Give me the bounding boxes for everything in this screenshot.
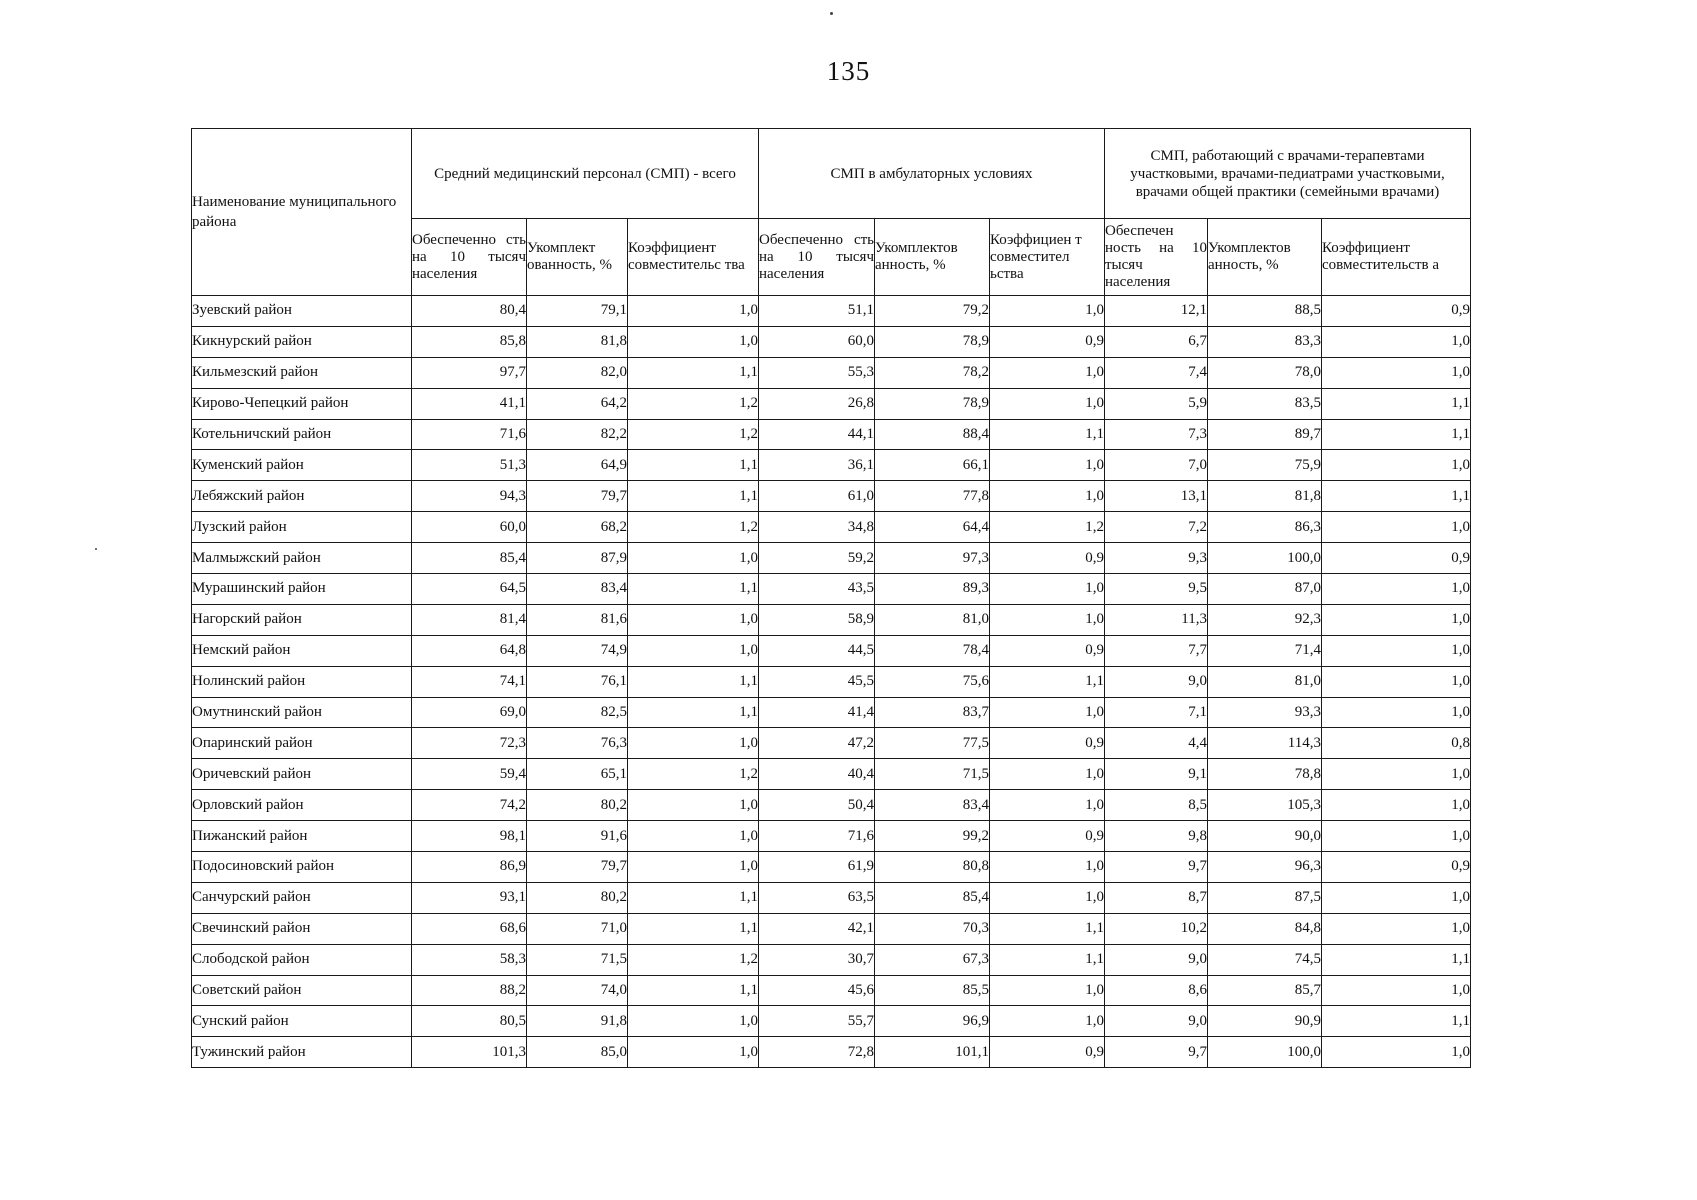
table-row bbox=[192, 604, 1471, 635]
value-cell: 59,4 bbox=[412, 759, 527, 790]
value-cell: 71,0 bbox=[527, 913, 628, 944]
table-row bbox=[192, 450, 1471, 481]
value-cell: 1,0 bbox=[628, 852, 759, 883]
value-cell: 74,9 bbox=[527, 635, 628, 666]
value-cell: 90,9 bbox=[1208, 1006, 1322, 1037]
table-row bbox=[192, 975, 1471, 1006]
value-cell: 30,7 bbox=[759, 944, 875, 975]
district-name-cell: Малмыжский район bbox=[192, 543, 412, 574]
value-cell: 1,0 bbox=[1322, 512, 1471, 543]
value-cell: 83,5 bbox=[1208, 388, 1322, 419]
value-cell: 93,1 bbox=[412, 882, 527, 913]
value-cell: 1,0 bbox=[628, 326, 759, 357]
header-provision: Обеспечен ность на 10 тысяч населения bbox=[1105, 219, 1208, 296]
value-cell: 89,7 bbox=[1208, 419, 1322, 450]
value-cell: 43,5 bbox=[759, 574, 875, 605]
value-cell: 1,2 bbox=[628, 759, 759, 790]
district-name-cell: Оричевский район bbox=[192, 759, 412, 790]
value-cell: 0,9 bbox=[990, 635, 1105, 666]
value-cell: 1,0 bbox=[1322, 635, 1471, 666]
value-cell: 1,0 bbox=[1322, 574, 1471, 605]
district-name-cell: Пижанский район bbox=[192, 821, 412, 852]
value-cell: 1,1 bbox=[990, 419, 1105, 450]
value-cell: 60,0 bbox=[759, 326, 875, 357]
value-cell: 1,0 bbox=[990, 296, 1105, 327]
value-cell: 83,7 bbox=[875, 697, 990, 728]
value-cell: 78,0 bbox=[1208, 357, 1322, 388]
value-cell: 47,2 bbox=[759, 728, 875, 759]
value-cell: 5,9 bbox=[1105, 388, 1208, 419]
value-cell: 1,0 bbox=[1322, 326, 1471, 357]
value-cell: 6,7 bbox=[1105, 326, 1208, 357]
value-cell: 80,8 bbox=[875, 852, 990, 883]
value-cell: 1,0 bbox=[628, 790, 759, 821]
value-cell: 88,2 bbox=[412, 975, 527, 1006]
value-cell: 86,9 bbox=[412, 852, 527, 883]
value-cell: 11,3 bbox=[1105, 604, 1208, 635]
value-cell: 105,3 bbox=[1208, 790, 1322, 821]
value-cell: 1,1 bbox=[990, 944, 1105, 975]
table-row bbox=[192, 1037, 1471, 1068]
value-cell: 100,0 bbox=[1208, 1037, 1322, 1068]
header-coefficient: Коэффициен т совместител ьства bbox=[990, 219, 1105, 296]
value-cell: 0,9 bbox=[990, 1037, 1105, 1068]
header-group-with-doctors: СМП, работающий с врачами-терапевтами участковыми, врачами-педиатрами участковыми, врачами общей практики (семейными врачами) bbox=[1105, 129, 1471, 219]
value-cell: 80,2 bbox=[527, 882, 628, 913]
value-cell: 64,8 bbox=[412, 635, 527, 666]
value-cell: 79,2 bbox=[875, 296, 990, 327]
district-name-cell: Советский район bbox=[192, 975, 412, 1006]
value-cell: 9,3 bbox=[1105, 543, 1208, 574]
district-name-cell: Кикнурский район bbox=[192, 326, 412, 357]
value-cell: 1,1 bbox=[990, 913, 1105, 944]
value-cell: 65,1 bbox=[527, 759, 628, 790]
value-cell: 71,6 bbox=[759, 821, 875, 852]
value-cell: 1,0 bbox=[990, 852, 1105, 883]
value-cell: 77,8 bbox=[875, 481, 990, 512]
value-cell: 7,2 bbox=[1105, 512, 1208, 543]
value-cell: 78,9 bbox=[875, 388, 990, 419]
value-cell: 83,4 bbox=[875, 790, 990, 821]
value-cell: 1,0 bbox=[990, 1006, 1105, 1037]
header-group-total: Средний медицинский персонал (СМП) - всего bbox=[412, 129, 759, 219]
value-cell: 88,5 bbox=[1208, 296, 1322, 327]
district-name-cell: Санчурский район bbox=[192, 882, 412, 913]
table-row bbox=[192, 759, 1471, 790]
district-name-cell: Кирово-Чепецкий район bbox=[192, 388, 412, 419]
value-cell: 69,0 bbox=[412, 697, 527, 728]
value-cell: 83,4 bbox=[527, 574, 628, 605]
value-cell: 9,8 bbox=[1105, 821, 1208, 852]
value-cell: 1,0 bbox=[1322, 975, 1471, 1006]
value-cell: 9,0 bbox=[1105, 944, 1208, 975]
district-name-cell: Куменский район bbox=[192, 450, 412, 481]
value-cell: 51,3 bbox=[412, 450, 527, 481]
district-name-cell: Немский район bbox=[192, 635, 412, 666]
value-cell: 68,2 bbox=[527, 512, 628, 543]
district-name-cell: Зуевский район bbox=[192, 296, 412, 327]
value-cell: 1,0 bbox=[990, 975, 1105, 1006]
value-cell: 63,5 bbox=[759, 882, 875, 913]
value-cell: 55,7 bbox=[759, 1006, 875, 1037]
value-cell: 1,0 bbox=[1322, 759, 1471, 790]
header-staffing: Укомплект ованность, % bbox=[527, 219, 628, 296]
value-cell: 40,4 bbox=[759, 759, 875, 790]
value-cell: 80,5 bbox=[412, 1006, 527, 1037]
value-cell: 1,0 bbox=[628, 635, 759, 666]
value-cell: 71,5 bbox=[527, 944, 628, 975]
value-cell: 64,9 bbox=[527, 450, 628, 481]
value-cell: 8,7 bbox=[1105, 882, 1208, 913]
value-cell: 26,8 bbox=[759, 388, 875, 419]
value-cell: 1,1 bbox=[1322, 944, 1471, 975]
page-number: 135 bbox=[826, 56, 871, 86]
table-row bbox=[192, 882, 1471, 913]
value-cell: 59,2 bbox=[759, 543, 875, 574]
value-cell: 71,5 bbox=[875, 759, 990, 790]
value-cell: 41,4 bbox=[759, 697, 875, 728]
value-cell: 1,0 bbox=[990, 388, 1105, 419]
table-row bbox=[192, 944, 1471, 975]
value-cell: 82,5 bbox=[527, 697, 628, 728]
value-cell: 66,1 bbox=[875, 450, 990, 481]
value-cell: 9,7 bbox=[1105, 1037, 1208, 1068]
value-cell: 44,5 bbox=[759, 635, 875, 666]
value-cell: 0,9 bbox=[990, 543, 1105, 574]
value-cell: 1,0 bbox=[990, 697, 1105, 728]
value-cell: 1,2 bbox=[990, 512, 1105, 543]
header-provision: Обеспеченно сть на 10 тысяч населения bbox=[759, 219, 875, 296]
value-cell: 7,7 bbox=[1105, 635, 1208, 666]
value-cell: 55,3 bbox=[759, 357, 875, 388]
value-cell: 1,2 bbox=[628, 388, 759, 419]
value-cell: 74,5 bbox=[1208, 944, 1322, 975]
district-name-cell: Опаринский район bbox=[192, 728, 412, 759]
district-name-cell: Мурашинский район bbox=[192, 574, 412, 605]
value-cell: 61,0 bbox=[759, 481, 875, 512]
value-cell: 91,8 bbox=[527, 1006, 628, 1037]
value-cell: 1,1 bbox=[628, 975, 759, 1006]
value-cell: 1,0 bbox=[1322, 790, 1471, 821]
value-cell: 78,8 bbox=[1208, 759, 1322, 790]
table-row bbox=[192, 388, 1471, 419]
value-cell: 9,5 bbox=[1105, 574, 1208, 605]
table-row bbox=[192, 913, 1471, 944]
table-row bbox=[192, 419, 1471, 450]
value-cell: 1,0 bbox=[1322, 450, 1471, 481]
value-cell: 50,4 bbox=[759, 790, 875, 821]
value-cell: 1,0 bbox=[1322, 821, 1471, 852]
district-name-cell: Кильмезский район bbox=[192, 357, 412, 388]
value-cell: 97,3 bbox=[875, 543, 990, 574]
value-cell: 1,0 bbox=[628, 1037, 759, 1068]
value-cell: 76,3 bbox=[527, 728, 628, 759]
table-row bbox=[192, 697, 1471, 728]
value-cell: 1,1 bbox=[628, 574, 759, 605]
value-cell: 1,1 bbox=[1322, 419, 1471, 450]
value-cell: 1,0 bbox=[1322, 357, 1471, 388]
value-cell: 75,9 bbox=[1208, 450, 1322, 481]
value-cell: 0,9 bbox=[990, 326, 1105, 357]
value-cell: 0,9 bbox=[990, 728, 1105, 759]
value-cell: 92,3 bbox=[1208, 604, 1322, 635]
value-cell: 0,9 bbox=[1322, 852, 1471, 883]
header-staffing: Укомплектов анность, % bbox=[1208, 219, 1322, 296]
value-cell: 1,0 bbox=[628, 296, 759, 327]
value-cell: 96,9 bbox=[875, 1006, 990, 1037]
value-cell: 41,1 bbox=[412, 388, 527, 419]
district-name-cell: Нагорский район bbox=[192, 604, 412, 635]
table-row bbox=[192, 326, 1471, 357]
table-row bbox=[192, 296, 1471, 327]
value-cell: 34,8 bbox=[759, 512, 875, 543]
value-cell: 64,2 bbox=[527, 388, 628, 419]
value-cell: 74,0 bbox=[527, 975, 628, 1006]
header-provision: Обеспеченно сть на 10 тысяч населения bbox=[412, 219, 527, 296]
value-cell: 61,9 bbox=[759, 852, 875, 883]
value-cell: 81,8 bbox=[527, 326, 628, 357]
value-cell: 0,9 bbox=[990, 821, 1105, 852]
district-name-cell: Омутнинский район bbox=[192, 697, 412, 728]
value-cell: 75,6 bbox=[875, 666, 990, 697]
value-cell: 67,3 bbox=[875, 944, 990, 975]
value-cell: 45,5 bbox=[759, 666, 875, 697]
value-cell: 9,7 bbox=[1105, 852, 1208, 883]
value-cell: 70,3 bbox=[875, 913, 990, 944]
value-cell: 1,0 bbox=[990, 574, 1105, 605]
value-cell: 45,6 bbox=[759, 975, 875, 1006]
value-cell: 1,0 bbox=[990, 790, 1105, 821]
value-cell: 9,0 bbox=[1105, 666, 1208, 697]
value-cell: 81,0 bbox=[1208, 666, 1322, 697]
value-cell: 68,6 bbox=[412, 913, 527, 944]
value-cell: 101,1 bbox=[875, 1037, 990, 1068]
value-cell: 1,0 bbox=[628, 728, 759, 759]
scan-speck bbox=[830, 12, 833, 15]
value-cell: 91,6 bbox=[527, 821, 628, 852]
header-coefficient: Коэффициент совместительств а bbox=[1322, 219, 1471, 296]
table-row bbox=[192, 728, 1471, 759]
table-row bbox=[192, 852, 1471, 883]
value-cell: 1,1 bbox=[628, 882, 759, 913]
value-cell: 79,1 bbox=[527, 296, 628, 327]
district-name-cell: Слободской район bbox=[192, 944, 412, 975]
value-cell: 100,0 bbox=[1208, 543, 1322, 574]
value-cell: 85,4 bbox=[412, 543, 527, 574]
value-cell: 90,0 bbox=[1208, 821, 1322, 852]
value-cell: 81,0 bbox=[875, 604, 990, 635]
value-cell: 1,1 bbox=[1322, 1006, 1471, 1037]
value-cell: 1,1 bbox=[628, 450, 759, 481]
value-cell: 1,2 bbox=[628, 419, 759, 450]
value-cell: 1,0 bbox=[1322, 666, 1471, 697]
value-cell: 78,2 bbox=[875, 357, 990, 388]
value-cell: 1,1 bbox=[628, 697, 759, 728]
value-cell: 1,0 bbox=[628, 543, 759, 574]
table-row bbox=[192, 635, 1471, 666]
value-cell: 1,0 bbox=[1322, 604, 1471, 635]
value-cell: 1,0 bbox=[990, 357, 1105, 388]
district-name-cell: Нолинский район bbox=[192, 666, 412, 697]
value-cell: 13,1 bbox=[1105, 481, 1208, 512]
value-cell: 84,8 bbox=[1208, 913, 1322, 944]
value-cell: 7,4 bbox=[1105, 357, 1208, 388]
district-name-cell: Орловский район bbox=[192, 790, 412, 821]
value-cell: 64,4 bbox=[875, 512, 990, 543]
header-staffing: Укомплектов анность, % bbox=[875, 219, 990, 296]
table-row bbox=[192, 574, 1471, 605]
value-cell: 87,5 bbox=[1208, 882, 1322, 913]
value-cell: 36,1 bbox=[759, 450, 875, 481]
value-cell: 1,0 bbox=[628, 604, 759, 635]
value-cell: 1,1 bbox=[990, 666, 1105, 697]
value-cell: 83,3 bbox=[1208, 326, 1322, 357]
value-cell: 78,9 bbox=[875, 326, 990, 357]
value-cell: 7,0 bbox=[1105, 450, 1208, 481]
value-cell: 1,0 bbox=[1322, 882, 1471, 913]
value-cell: 0,9 bbox=[1322, 543, 1471, 574]
value-cell: 1,0 bbox=[1322, 697, 1471, 728]
value-cell: 1,0 bbox=[628, 821, 759, 852]
value-cell: 80,4 bbox=[412, 296, 527, 327]
value-cell: 98,1 bbox=[412, 821, 527, 852]
value-cell: 60,0 bbox=[412, 512, 527, 543]
value-cell: 101,3 bbox=[412, 1037, 527, 1068]
value-cell: 87,0 bbox=[1208, 574, 1322, 605]
value-cell: 42,1 bbox=[759, 913, 875, 944]
value-cell: 71,6 bbox=[412, 419, 527, 450]
district-name-cell: Подосиновский район bbox=[192, 852, 412, 883]
value-cell: 9,0 bbox=[1105, 1006, 1208, 1037]
value-cell: 1,1 bbox=[628, 913, 759, 944]
value-cell: 7,1 bbox=[1105, 697, 1208, 728]
value-cell: 86,3 bbox=[1208, 512, 1322, 543]
value-cell: 81,6 bbox=[527, 604, 628, 635]
value-cell: 8,6 bbox=[1105, 975, 1208, 1006]
table-row bbox=[192, 512, 1471, 543]
value-cell: 89,3 bbox=[875, 574, 990, 605]
district-name-cell: Лебяжский район bbox=[192, 481, 412, 512]
value-cell: 82,0 bbox=[527, 357, 628, 388]
header-district-name: Наименование муниципального района bbox=[192, 129, 412, 296]
value-cell: 1,0 bbox=[1322, 1037, 1471, 1068]
value-cell: 74,1 bbox=[412, 666, 527, 697]
table-row bbox=[192, 790, 1471, 821]
value-cell: 72,3 bbox=[412, 728, 527, 759]
value-cell: 1,1 bbox=[628, 481, 759, 512]
value-cell: 1,1 bbox=[628, 357, 759, 388]
value-cell: 1,0 bbox=[990, 604, 1105, 635]
table-row bbox=[192, 481, 1471, 512]
value-cell: 85,4 bbox=[875, 882, 990, 913]
district-name-cell: Лузский район bbox=[192, 512, 412, 543]
value-cell: 77,5 bbox=[875, 728, 990, 759]
value-cell: 1,0 bbox=[990, 450, 1105, 481]
value-cell: 81,4 bbox=[412, 604, 527, 635]
value-cell: 82,2 bbox=[527, 419, 628, 450]
value-cell: 1,0 bbox=[990, 481, 1105, 512]
value-cell: 1,0 bbox=[628, 1006, 759, 1037]
value-cell: 1,2 bbox=[628, 512, 759, 543]
value-cell: 81,8 bbox=[1208, 481, 1322, 512]
value-cell: 74,2 bbox=[412, 790, 527, 821]
table-row bbox=[192, 821, 1471, 852]
value-cell: 9,1 bbox=[1105, 759, 1208, 790]
value-cell: 80,2 bbox=[527, 790, 628, 821]
value-cell: 114,3 bbox=[1208, 728, 1322, 759]
value-cell: 71,4 bbox=[1208, 635, 1322, 666]
value-cell: 0,8 bbox=[1322, 728, 1471, 759]
table-row bbox=[192, 543, 1471, 574]
value-cell: 76,1 bbox=[527, 666, 628, 697]
value-cell: 1,0 bbox=[990, 882, 1105, 913]
value-cell: 8,5 bbox=[1105, 790, 1208, 821]
value-cell: 51,1 bbox=[759, 296, 875, 327]
scan-speck bbox=[95, 548, 97, 550]
value-cell: 79,7 bbox=[527, 481, 628, 512]
header-group-ambulatory: СМП в амбулаторных условиях bbox=[759, 129, 1105, 219]
value-cell: 97,7 bbox=[412, 357, 527, 388]
value-cell: 58,9 bbox=[759, 604, 875, 635]
value-cell: 4,4 bbox=[1105, 728, 1208, 759]
value-cell: 85,5 bbox=[875, 975, 990, 1006]
value-cell: 99,2 bbox=[875, 821, 990, 852]
table-row bbox=[192, 1006, 1471, 1037]
value-cell: 1,1 bbox=[1322, 481, 1471, 512]
value-cell: 58,3 bbox=[412, 944, 527, 975]
staffing-table bbox=[191, 128, 1471, 1068]
value-cell: 85,7 bbox=[1208, 975, 1322, 1006]
value-cell: 12,1 bbox=[1105, 296, 1208, 327]
value-cell: 88,4 bbox=[875, 419, 990, 450]
header-coefficient: Коэффициент совместительс тва bbox=[628, 219, 759, 296]
value-cell: 1,0 bbox=[1322, 913, 1471, 944]
district-name-cell: Свечинский район bbox=[192, 913, 412, 944]
value-cell: 72,8 bbox=[759, 1037, 875, 1068]
district-name-cell: Котельничский район bbox=[192, 419, 412, 450]
value-cell: 1,0 bbox=[990, 759, 1105, 790]
value-cell: 94,3 bbox=[412, 481, 527, 512]
value-cell: 85,0 bbox=[527, 1037, 628, 1068]
district-name-cell: Сунский район bbox=[192, 1006, 412, 1037]
value-cell: 7,3 bbox=[1105, 419, 1208, 450]
value-cell: 44,1 bbox=[759, 419, 875, 450]
district-name-cell: Тужинский район bbox=[192, 1037, 412, 1068]
table-row bbox=[192, 357, 1471, 388]
value-cell: 0,9 bbox=[1322, 296, 1471, 327]
value-cell: 87,9 bbox=[527, 543, 628, 574]
value-cell: 64,5 bbox=[412, 574, 527, 605]
table-row bbox=[192, 666, 1471, 697]
value-cell: 1,2 bbox=[628, 944, 759, 975]
value-cell: 85,8 bbox=[412, 326, 527, 357]
value-cell: 10,2 bbox=[1105, 913, 1208, 944]
value-cell: 79,7 bbox=[527, 852, 628, 883]
value-cell: 78,4 bbox=[875, 635, 990, 666]
value-cell: 1,1 bbox=[628, 666, 759, 697]
value-cell: 1,1 bbox=[1322, 388, 1471, 419]
value-cell: 96,3 bbox=[1208, 852, 1322, 883]
value-cell: 93,3 bbox=[1208, 697, 1322, 728]
